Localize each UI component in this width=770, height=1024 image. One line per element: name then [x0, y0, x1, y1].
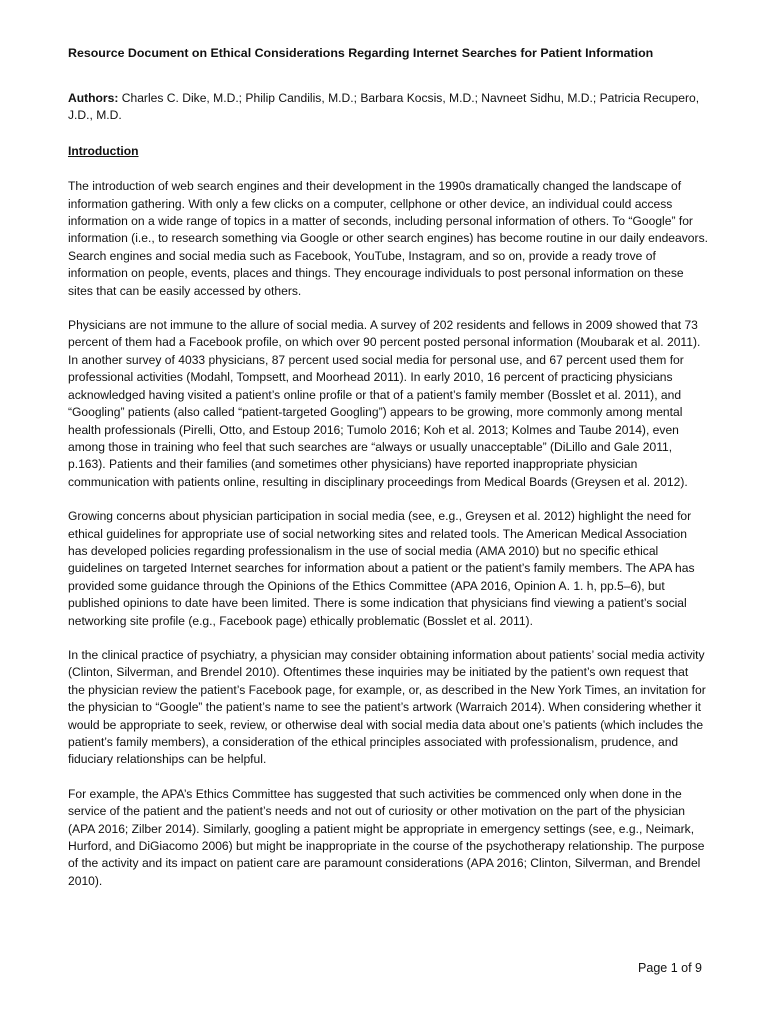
paragraph-3: Growing concerns about physician participation in social media (see, e.g., Greysen et al. 2012) highlight the need for ethical guidelines for appropriate use of social networking sites and related tools. The American Medical Association has developed policies regarding professionalism in the use of social media (AMA 2010) but no specific ethical guidelines on targeted Internet searches for information about a patient or the patient’s family members. The APA has provided some guidance through the Opinions of the Ethics Committee (APA 2016, Opinion A. 1. h, pp.5–6), but published opinions to date have been limited. There is some indication that physicians find viewing a patient’s social networking site profile (e.g., Facebook page) ethically problematic (Bosslet et al. 2011).: [68, 509, 695, 628]
document-page: [68, 44, 708, 907]
page-number: Page 1 of 9: [638, 961, 702, 975]
authors-line: [68, 90, 708, 125]
document-title: Resource Document on Ethical Considerations Regarding Internet Searches for Patient Information: [68, 46, 654, 60]
authors-names: Charles C. Dike, M.D.; Philip Candilis, M.D.; Barbara Kocsis, M.D.; Navneet Sidhu, M.D.; Patricia Recupero, J.D., M.D.: [68, 91, 700, 123]
paragraph-5: For example, the APA’s Ethics Committee has suggested that such activities be commenced only when done in the service of the patient and the patient’s needs and not out of curiosity or other motivation on the part of the physician (APA 2016; Zilber 2014). Similarly, googling a patient might be appropriate in emergency settings (see, e.g., Neimark, Hurford, and DiGiacomo 2006) but might be inappropriate in the course of the psychotherapy relationship. The purpose of the activity and its impact on patient care are paramount considerations (APA 2016; Clinton, Silverman, and Brendel 2010).: [68, 786, 705, 888]
authors-label: Authors:: [68, 91, 119, 105]
paragraph-1: The introduction of web search engines and their development in the 1990s dramatically changed the landscape of information gathering. With only a few clicks on a computer, cellphone or other device, an individual could access information on a wide range of topics in a matter of seconds, including personal information of others. To “Google” for information (i.e., to research something via Google or other search engines) has become routine in our daily endeavors. Search engines and social media such as Facebook, YouTube, Instagram, and so on, provide a ready trove of information on people, events, places and things. They encourage individuals to post personal information on these sites that can be easily accessed by others.: [68, 179, 708, 298]
paragraph-4: In the clinical practice of psychiatry, a physician may consider obtaining information about patients’ social media activity (Clinton, Silverman, and Brendel 2010). Oftentimes these inquiries may be initiated by the patient’s own request that the physician review the patient’s Facebook page, for example, or, as described in the New York Times, an invitation for the physician to “Google” the patient’s name to see the patient’s artwork (Warraich 2014). When considering whether it would be appropriate to seek, review, or otherwise deal with social media data about one’s patients (which includes the patient’s family members), a consideration of the ethical principles associated with professionalism, prudence, and fiduciary relationships can be helpful.: [68, 647, 706, 767]
paragraph-2: Physicians are not immune to the allure of social media. A survey of 202 residents and fellows in 2009 showed that 73 percent of them had a Facebook profile, on which over 90 percent posted personal information (Moubarak et al. 2011). In another survey of 4033 physicians, 87 percent used social media for personal use, and 67 percent used them for professional activities (Modahl, Tompsett, and Moorhead 2011). In early 2010, 16 percent of practicing physicians acknowledged having visited a patient’s online profile or that of a patient’s family member (Bosslet et al. 2011), and “Googling” patients (also called “patient-targeted Googling”) appears to be growing, more commonly among mental health professionals (Pirelli, Otto, and Estoup 2016; Tumolo 2016; Koh et al. 2013; Kolmes and Taube 2014), even among those in training who feel that such searches are “always or usually unacceptable” (DiLillo and Gale 2011, p.163). Patients and their families (and sometimes other physicians) have reported inappropriate physician communication with patients online, resulting in disciplinary proceedings from Medical Boards (Greysen et al. 2012).: [68, 318, 701, 489]
section-heading-introduction: Introduction: [68, 143, 139, 158]
